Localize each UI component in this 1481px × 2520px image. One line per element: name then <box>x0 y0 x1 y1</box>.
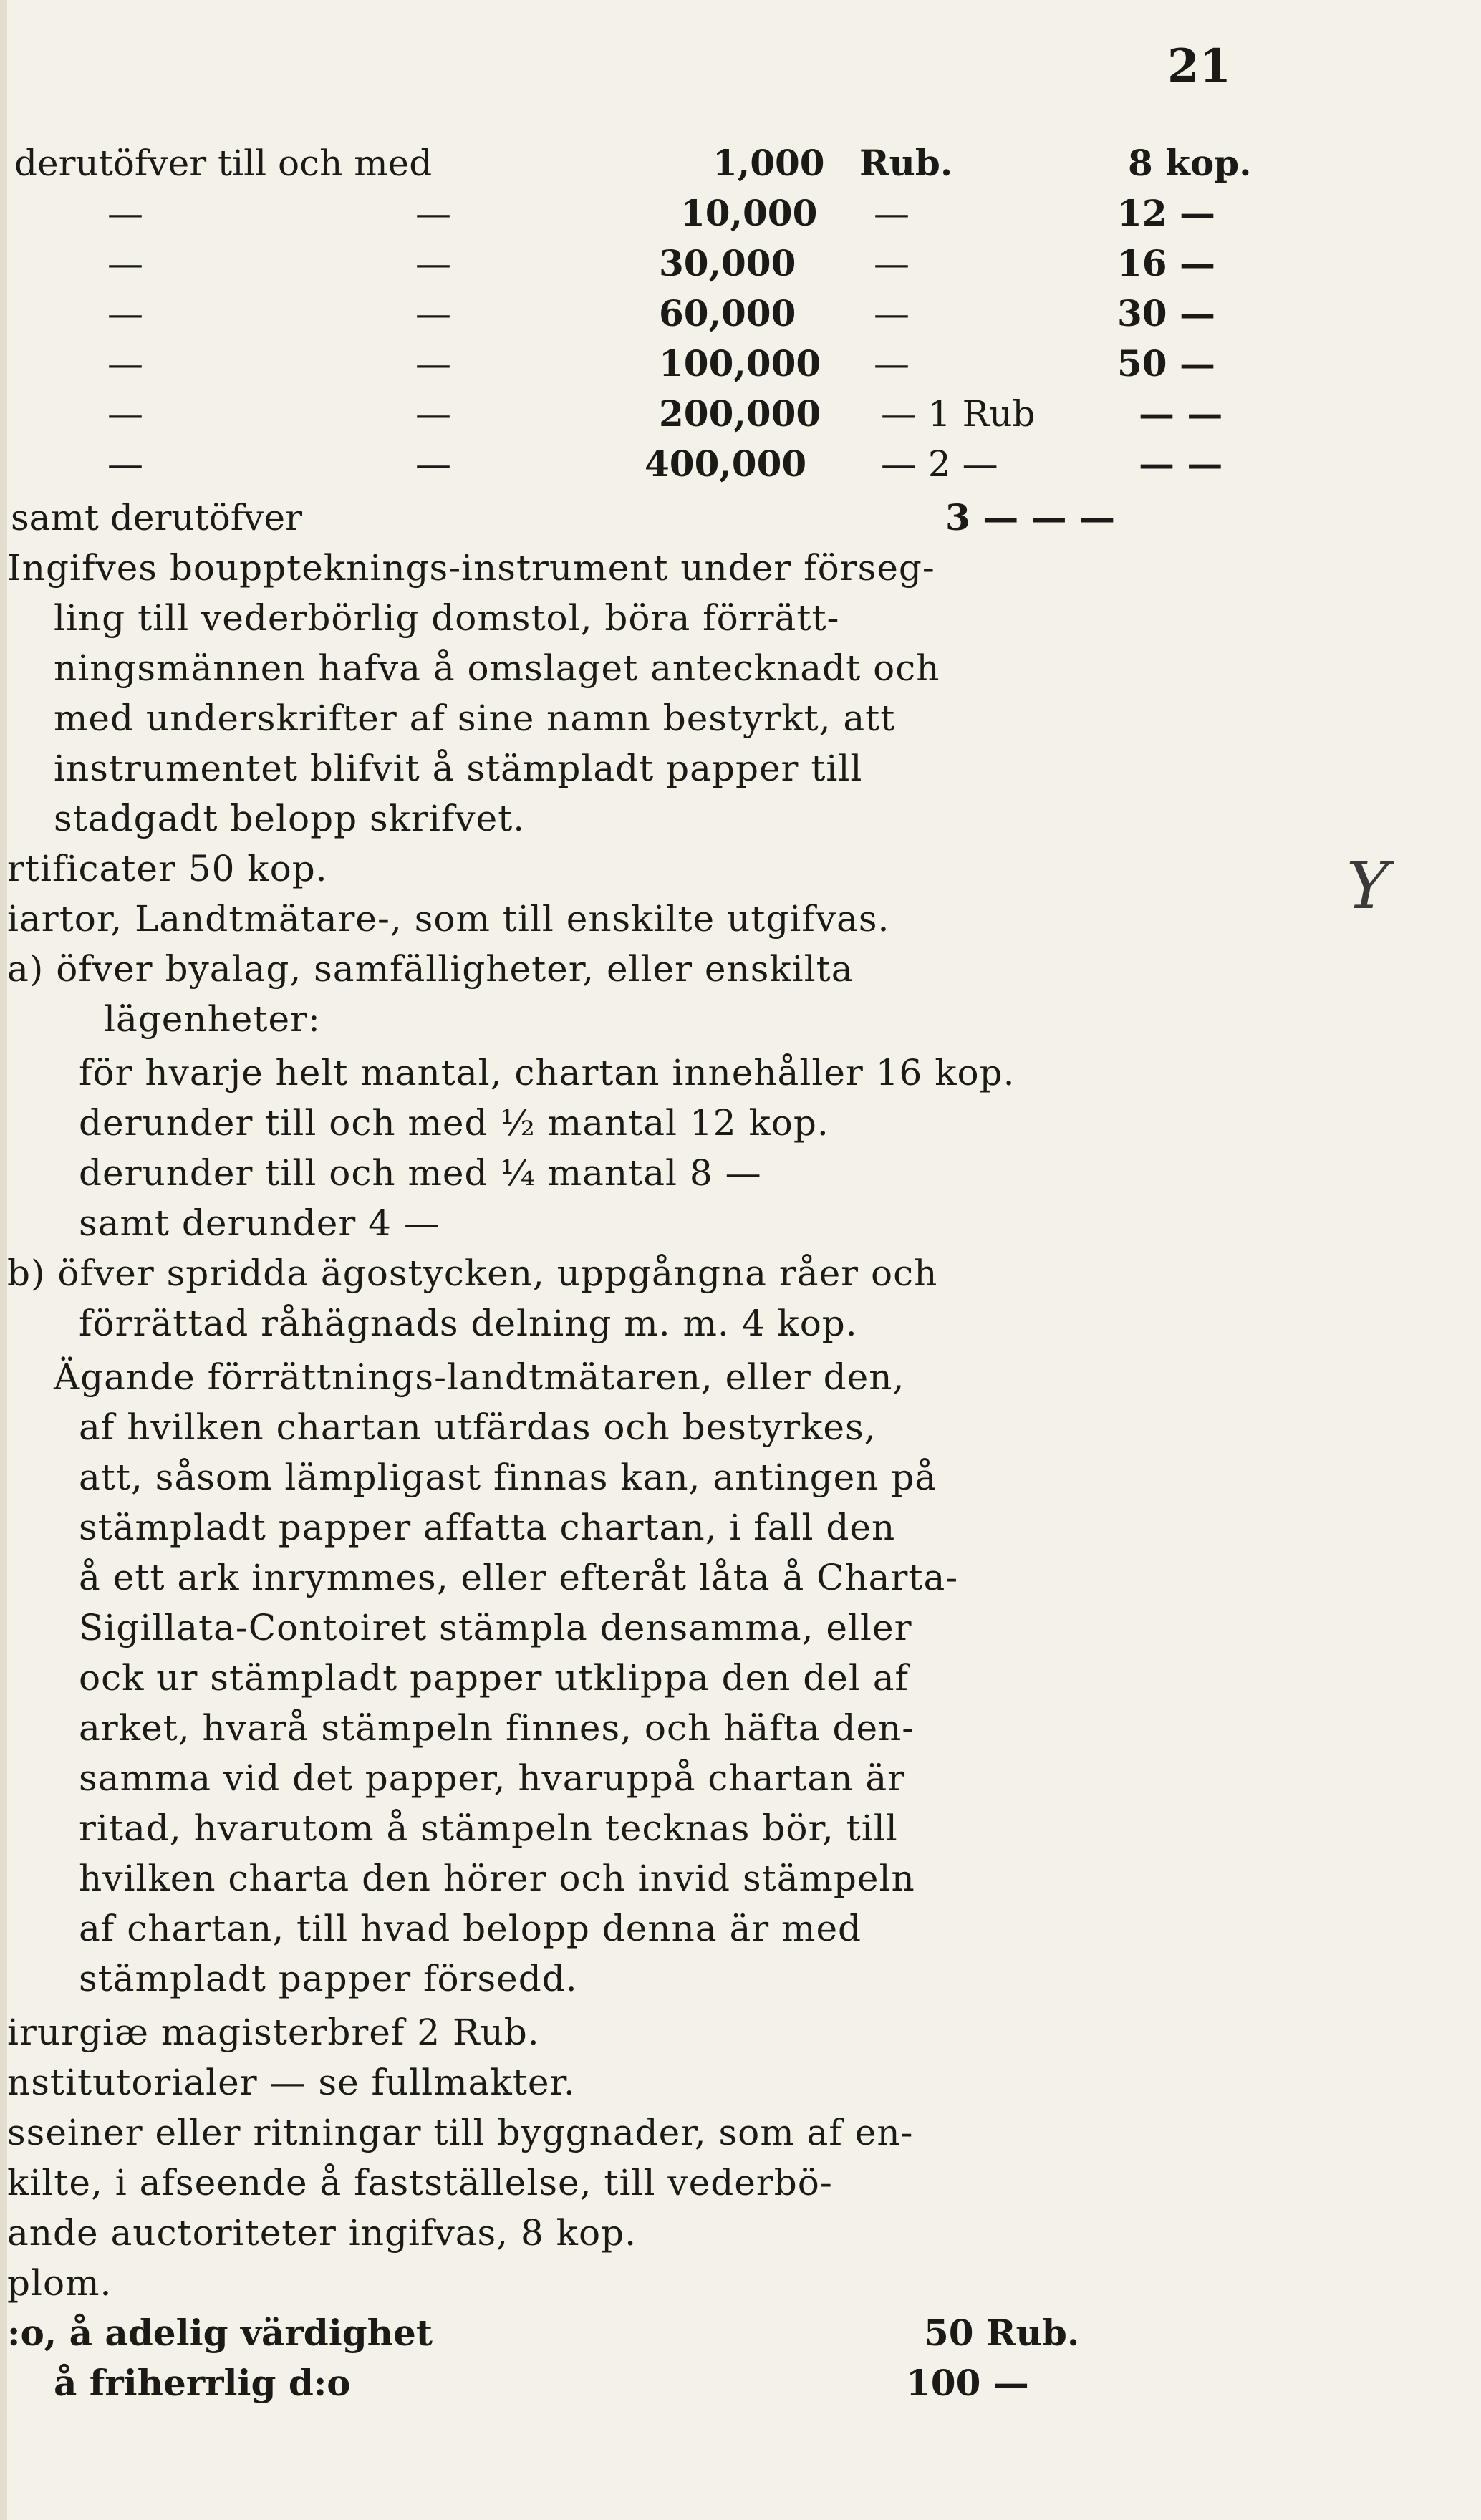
table-final-value: 3 — — — <box>945 496 1116 539</box>
table-row-4-b: — <box>415 343 451 385</box>
table-row-0-amount: 1,000 <box>713 142 825 184</box>
text-line: för hvarje helt mantal, chartan innehåller 16 kop. <box>79 1052 1016 1094</box>
table-row-6-a: — <box>107 443 143 485</box>
text-line: ningsmännen hafva å omslaget antecknadt och <box>54 647 940 689</box>
table-row-2-b: — <box>415 243 451 284</box>
text-line: ande auctoriteter ingifvas, 8 kop. <box>7 2212 637 2254</box>
table-row-0-fee: 8 kop. <box>1128 142 1252 184</box>
table-row-1-fee: 12 — <box>1117 192 1215 234</box>
bottom-value: 100 — <box>906 2362 1029 2404</box>
table-row-0-unit: Rub. <box>859 142 953 184</box>
text-line: stadgadt belopp skrifvet. <box>54 798 526 839</box>
text-line: å ett ark inrymmes, eller efteråt låta å Charta- <box>79 1557 959 1598</box>
text-line: derunder till och med ½ mantal 12 kop. <box>79 1102 829 1144</box>
table-row-4-fee: 50 — <box>1117 342 1215 385</box>
text-line: Sigillata-Contoiret stämpla densamma, eller <box>79 1607 912 1648</box>
text-line: b) öfver spridda ägostycken, uppgångna råer och <box>7 1252 938 1294</box>
bottom-label: :o, å adelig värdighet <box>7 2312 433 2354</box>
text-line: stämpladt papper försedd. <box>79 1958 578 1999</box>
text-line: af chartan, till hvad belopp denna är med <box>79 1908 862 1949</box>
table-row-6-b: — <box>415 443 451 485</box>
text-line: a) öfver byalag, samfälligheter, eller enskilta <box>7 948 854 990</box>
text-line: stämpladt papper affatta chartan, i fall den <box>79 1507 896 1548</box>
text-line: ling till vederbörlig domstol, böra förrätt- <box>54 597 840 639</box>
table-row-6-fee: — — <box>1139 443 1223 485</box>
table-row-2-a: — <box>107 243 143 284</box>
table-row-4-dash: — <box>874 343 910 385</box>
text-line: nstitutorialer — se fullmakter. <box>7 2062 576 2103</box>
text-line: ock ur stämpladt papper utklippa den del af <box>79 1657 910 1699</box>
table-row-4-amount: 100,000 <box>659 342 821 385</box>
table-row-3-b: — <box>415 293 451 334</box>
text-line: att, såsom lämpligast finnas kan, antingen på <box>79 1457 937 1498</box>
text-line: lägenheter: <box>104 998 321 1040</box>
table-row-5-a: — <box>107 393 143 435</box>
text-line: sseiner eller ritningar till byggnader, som af en- <box>7 2112 914 2153</box>
bottom-label: å friherrlig d:o <box>54 2362 351 2404</box>
text-line: derunder till och med ¼ mantal 8 — <box>79 1152 762 1194</box>
text-line: instrumentet blifvit å stämpladt papper till <box>54 748 863 789</box>
table-row-3-dash: — <box>874 293 910 334</box>
text-line: Ägande förrättnings-landtmätaren, eller den, <box>54 1356 905 1398</box>
text-line: med underskrifter af sine namn bestyrkt, att <box>54 697 896 739</box>
table-row-5-fee: — — <box>1139 392 1223 435</box>
table-row-5-dash: — 1 Rub <box>881 393 1036 435</box>
text-line: kilte, i afseende å fastställelse, till vederbö- <box>7 2162 833 2203</box>
page-number: 21 <box>1167 39 1232 93</box>
table-row-5-b: — <box>415 393 451 435</box>
table-row-3-fee: 30 — <box>1117 292 1215 334</box>
text-line: af hvilken chartan utfärdas och bestyrkes, <box>79 1406 877 1448</box>
table-row-1-b: — <box>415 193 451 234</box>
margin-mark: Y <box>1346 849 1389 924</box>
text-line: samma vid det papper, hvaruppå chartan är <box>79 1757 906 1799</box>
table-row-3-a: — <box>107 293 143 334</box>
table-row-5-amount: 200,000 <box>659 392 821 435</box>
table-row-6-amount: 400,000 <box>645 443 807 485</box>
text-line: arket, hvarå stämpeln finnes, och häfta den- <box>79 1707 915 1749</box>
table-row-2-dash: — <box>874 243 910 284</box>
text-line: förrättad råhägnads delning m. m. 4 kop. <box>79 1303 858 1344</box>
text-line: Ingifves bouppteknings-instrument under förseg- <box>7 547 935 589</box>
table-row-2-amount: 30,000 <box>659 242 796 284</box>
table-row-3-amount: 60,000 <box>659 292 796 334</box>
table-final-label: samt derutöfver <box>11 497 303 539</box>
text-line: plom. <box>7 2262 112 2304</box>
text-line: rtificater 50 kop. <box>7 848 328 889</box>
text-line: samt derunder 4 — <box>79 1202 440 1244</box>
table-row-1-amount: 10,000 <box>680 192 818 234</box>
bottom-value: 50 Rub. <box>924 2312 1080 2354</box>
table-row-2-fee: 16 — <box>1117 242 1215 284</box>
text-line: ritad, hvarutom å stämpeln tecknas bör, till <box>79 1807 898 1849</box>
table-row-1-a: — <box>107 193 143 234</box>
table-row-6-dash: — 2 — <box>881 443 998 485</box>
text-line: hvilken charta den hörer och invid stämpeln <box>79 1858 915 1899</box>
table-row-1-dash: — <box>874 193 910 234</box>
text-line: iartor, Landtmätare-, som till enskilte utgifvas. <box>7 898 890 940</box>
table-row-0-label: derutöfver till och med <box>14 143 433 184</box>
text-line: irurgiæ magisterbref 2 Rub. <box>7 2012 540 2053</box>
page-edge <box>0 0 7 2520</box>
table-row-4-a: — <box>107 343 143 385</box>
